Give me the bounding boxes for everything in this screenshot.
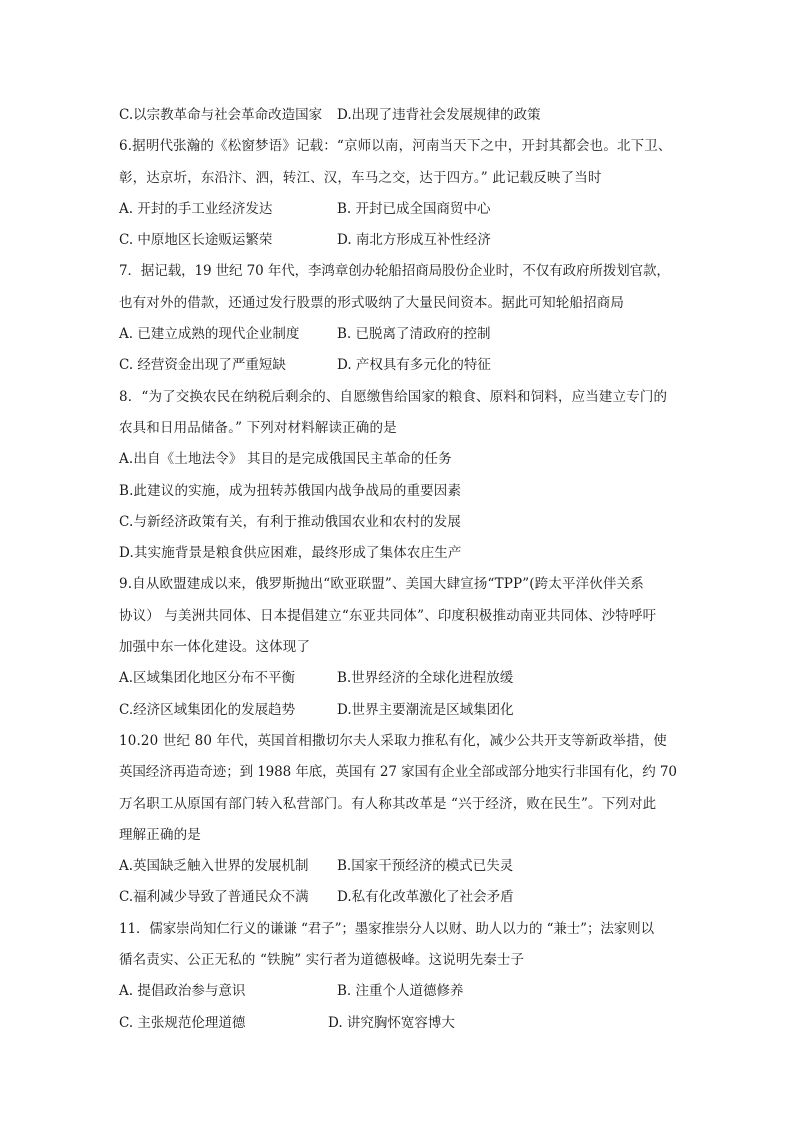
q7-options-row	[119, 319, 679, 350]
q11-option-d: D. 讲究胸怀宽容博大	[328, 1014, 455, 1031]
q6-options-row	[119, 194, 679, 225]
q7-option-c: C. 经营资金出现了严重短缺	[119, 357, 286, 374]
q6-option-c: C. 中原地区长途贩运繁荣	[119, 232, 273, 249]
q11-option-a: A. 提倡政治参与意识	[119, 983, 246, 1000]
q10-option-d: D.私有化改革激化了社会矛盾	[337, 889, 514, 906]
q10-option-a: A.英国缺乏触入世界的发展机制	[119, 858, 309, 875]
q11-options-row	[119, 976, 679, 1007]
q9-option-a: A.区域集团化地区分布不平衡	[119, 670, 296, 687]
q7-option-b: B. 已脱离了清政府的控制	[337, 326, 491, 343]
q8-option-c: C.与新经济政策有关，有利于推动俄国农业和农村的发展	[119, 513, 462, 530]
q10-stem-line: 万名职工从原国有部门转入私营部门。有人称其改革是 “兴于经济，败在民生”。下列对此	[119, 795, 657, 812]
q6-option-b: B. 开封已成全国商贸中心	[337, 200, 491, 217]
exam-page	[119, 100, 679, 1039]
q5-option-d: D.出现了违背社会发展规律的政策	[337, 107, 541, 123]
q10-option-b: B.国家干预经济的模式已失灵	[337, 858, 514, 875]
q10-option-c: C.福利减少导致了普通民众不满	[119, 889, 309, 906]
q5-options-row	[119, 100, 679, 131]
q5-option-c: C.以宗教革命与社会革命改造国家	[119, 107, 323, 123]
q7-options-row	[119, 350, 679, 381]
q11-stem-line: 循名责实、公正无私的 “铁腕” 实行者为道德极峰。这说明先秦士子	[119, 952, 525, 969]
q6-options-row	[119, 225, 679, 256]
q10-options-row	[119, 851, 679, 882]
q9-option-c: C.经济区域集团化的发展趋势	[119, 701, 296, 718]
q7-stem-line: 7．据记载，19 世纪 70 年代，李鸿章创办轮船招商局股份企业时，不仅有政府所拨划官款，	[119, 263, 670, 280]
q10-stem-line: 10.20 世纪 80 年代，英国首相撒切尔夫人采取力推私有化，减少公共开支等新政举措，使	[119, 732, 667, 749]
q8-stem-line: 农具和日用品储备。” 下列对材料解读正确的是	[119, 419, 397, 436]
q11-options-row	[119, 1008, 679, 1039]
q8-stem-line: 8．“为了交换农民在纳税后剩余的、自愿缴售给国家的粮食、原料和饲料，应当建立专门的	[119, 388, 668, 405]
q9-stem-line: 加强中东一体化建设。这体现了	[119, 639, 311, 656]
q11-stem-line: 11．儒家崇尚知仁行义的谦谦 “君子”；墨家推崇分人以财、助人以力的 “兼士”；法家则以	[119, 920, 654, 937]
q6-stem-line: 彰，达京圻，东沿汴、泗，转江、汉，车马之交，达于四方。” 此记载反映了当时	[119, 169, 602, 186]
q6-stem-line: 6.据明代张瀚的《松窗梦语》记载：“京师以南，河南当天下之中，开封其都会也。北下卫、	[119, 138, 672, 155]
q11-option-c: C. 主张规范伦理道德	[119, 1014, 246, 1031]
q7-stem-line: 也有对外的借款，还通过发行股票的形式吸纳了大量民间资本。据此可知轮船招商局	[119, 294, 625, 311]
q10-stem-line: 理解正确的是	[119, 826, 201, 843]
q7-option-a: A. 已建立成熟的现代企业制度	[119, 326, 300, 343]
q8-option-a: A.出自《土地法令》 其目的是完成俄国民主革命的任务	[119, 451, 452, 468]
q9-option-b: B.世界经济的全球化进程放缓	[337, 670, 514, 687]
q10-options-row	[119, 882, 679, 913]
q11-option-b: B. 注重个人道德修养	[337, 983, 464, 1000]
q6-option-d: D. 南北方形成互补性经济	[337, 232, 491, 249]
q8-option-d: D.其实施背景是粮食供应困难，最终形成了集体农庄生产	[119, 545, 462, 562]
q8-option-b: B.此建议的实施，成为扭转苏俄国内战争战局的重要因素	[119, 482, 462, 499]
q7-option-d: D. 产权具有多元化的特征	[337, 357, 491, 374]
q9-options-row	[119, 663, 679, 694]
q9-stem-line: 协议） 与美洲共同体、日本提倡建立“东亚共同体”、印度积极推动南亚共同体、沙特呼吁	[119, 607, 657, 624]
q9-options-row	[119, 695, 679, 726]
q9-option-d: D.世界主要潮流是区域集团化	[337, 701, 514, 718]
q6-option-a: A. 开封的手工业经济发达	[119, 200, 273, 217]
q10-stem-line: 英国经济再造奇迹；到 1988 年底，英国有 27 家国有企业全部或部分地实行非国有化，约 70	[119, 764, 677, 781]
q9-stem-line: 9.自从欧盟建成以来，俄罗斯抛出“欧亚联盟”、美国大肆宣扬“TPP”(跨太平洋伙伴关系	[119, 576, 644, 593]
